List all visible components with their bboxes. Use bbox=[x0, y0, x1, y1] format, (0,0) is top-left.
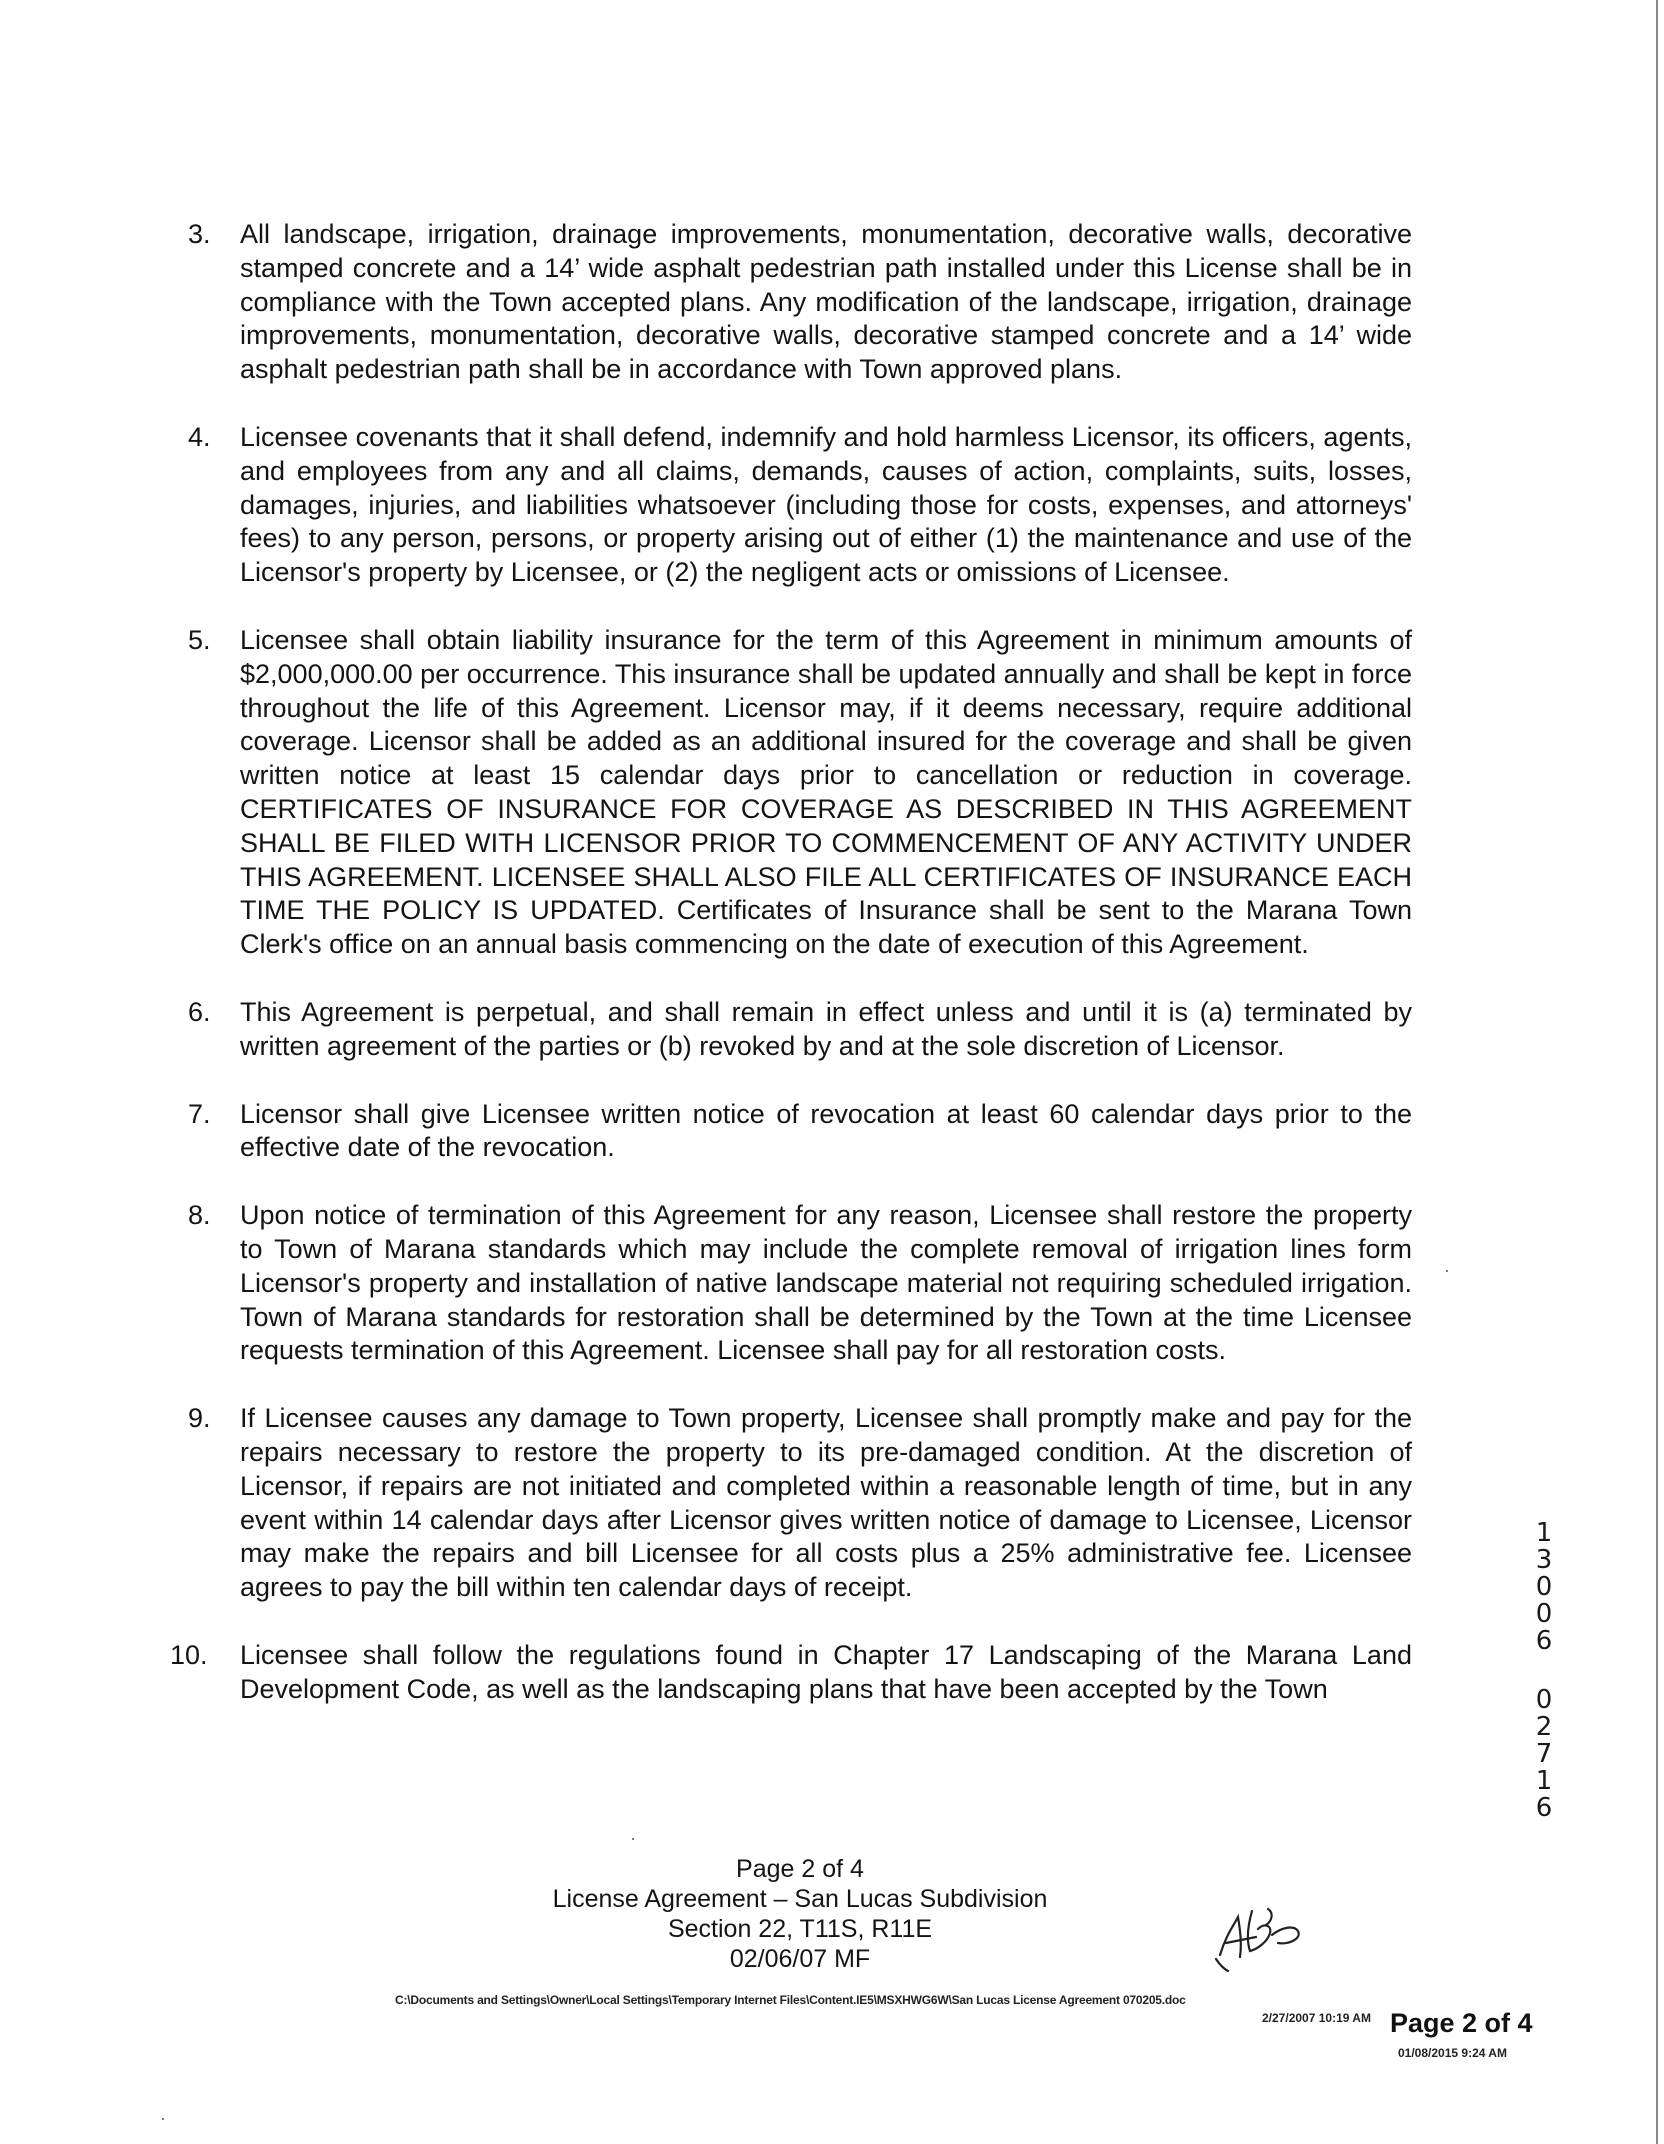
footer-section: Section 22, T11S, R11E bbox=[667, 1915, 933, 1943]
clause-text: Licensor shall give Licensee written notice of revocation at least 60 calendar days prior to the effective date of the revocation. bbox=[240, 1098, 1412, 1163]
footer-title: License Agreement – San Lucas Subdivision bbox=[552, 1885, 1048, 1913]
clause-text: Licensee shall follow the regulations found in Chapter 17 Landscaping of the Marana Land Development Code, as well as the landscaping plans that have been accepted by the Town bbox=[240, 1639, 1412, 1704]
stamp-digit: 0 bbox=[1535, 1685, 1553, 1715]
clause-text: If Licensee causes any damage to Town property, Licensee shall promptly make and pay for the repairs necessary to restore the property to its pre-damaged condition. At the discretion of Licensor, if repairs are not initiated and completed within a reasonable length of time, but in any event within 14 calendar days after Licensor gives written notice of damage to Licensee, Licensor may make the repairs and bill Licensee for all costs plus a 25% administrative fee. Licensee agrees to pay the bill within ten calendar days of receipt. bbox=[240, 1403, 1412, 1603]
clause-number: 5. bbox=[188, 624, 211, 655]
clause-text: Upon notice of termination of this Agreement for any reason, Licensee shall restore the property to Town of Marana standards which may include the complete removal of irrigation lines form Licensor's property and installation of native landscape material not requiring scheduled irrigation. Town of Marana standards for restoration shall be determined by the Town at the time Licensee requests termination of this Agreement. Licensee shall pay for all restoration costs. bbox=[240, 1200, 1412, 1366]
clause-text: This Agreement is perpetual, and shall remain in effect unless and until it is (a) terminated by written agreement of the parties or (b) revoked by and at the sole discretion of Licensor. bbox=[240, 996, 1412, 1061]
clause-4 bbox=[188, 421, 1412, 590]
clause-8 bbox=[188, 1199, 1412, 1368]
clause-number: 7. bbox=[188, 1098, 211, 1129]
handwritten-initials bbox=[1212, 1895, 1312, 1975]
footer-date: 02/06/07 MF bbox=[729, 1945, 871, 1973]
print-timestamp: 2/27/2007 10:19 AM bbox=[1262, 2011, 1371, 2025]
clause-number: 8. bbox=[188, 1200, 211, 1231]
clause-5 bbox=[188, 624, 1412, 962]
page-footer bbox=[500, 1854, 1100, 1974]
stamp-digit: 1 bbox=[1535, 1518, 1553, 1548]
clause-6 bbox=[188, 996, 1412, 1064]
recorder-page-stamp: Page 2 of 4 bbox=[1390, 2008, 1533, 2038]
clause-number: 4. bbox=[188, 421, 211, 452]
scan-speck bbox=[162, 2118, 164, 2120]
stamp-digit: 1 bbox=[1535, 1766, 1553, 1796]
clause-number: 10. bbox=[170, 1639, 208, 1670]
recorder-datetime-stamp: 01/08/2015 9:24 AM bbox=[1398, 2046, 1507, 2060]
stamp-digit: 6 bbox=[1535, 1626, 1553, 1656]
clause-9 bbox=[188, 1402, 1412, 1605]
stamp-digit: 7 bbox=[1535, 1739, 1553, 1769]
document-file-path: C:\Documents and Settings\Owner\Local Settings\Temporary Internet Files\Content.IE5\MSXHWG6W\San Lucas License Agreement 070205.doc bbox=[395, 1993, 1186, 2007]
stamp-digit: 0 bbox=[1535, 1572, 1553, 1602]
page-edge-line bbox=[1656, 0, 1658, 2144]
clause-text: Licensee shall obtain liability insurance for the term of this Agreement in minimum amounts of $2,000,000.00 per occurrence. This insurance shall be updated annually and shall be kept in force throughout the life of this Agreement. Licensor may, if it deems necessary, require additional coverage. Licensor shall be added as an additional insured for the coverage and shall be given written notice at least 15 calendar days prior to cancellation or reduction in coverage. CERTIFICATES OF INSURANCE FOR COVERAGE AS DESCRIBED IN THIS AGREEMENT SHALL BE FILED WITH LICENSOR PRIOR TO COMMENCEMENT OF ANY ACTIVITY UNDER THIS AGREEMENT. LICENSEE SHALL ALSO FILE ALL CERTIFICATES OF INSURANCE EACH TIME THE POLICY IS UPDATED. Certificates of Insurance shall be sent to the Marana Town Clerk's office on an annual basis commencing on the date of execution of this Agreement. bbox=[240, 624, 1412, 960]
clause-10 bbox=[170, 1639, 1412, 1707]
clause-list bbox=[170, 218, 1412, 1740]
clause-3 bbox=[188, 218, 1412, 387]
clause-number: 3. bbox=[188, 219, 211, 249]
stamp-digit: 2 bbox=[1535, 1712, 1553, 1742]
stamp-digit: 0 bbox=[1535, 1599, 1553, 1629]
scan-speck bbox=[1446, 1270, 1448, 1272]
clause-number: 9. bbox=[188, 1403, 211, 1434]
recording-number-stamp bbox=[1530, 1520, 1558, 1822]
clause-number: 6. bbox=[188, 996, 211, 1027]
stamp-digit: 6 bbox=[1535, 1793, 1553, 1823]
clause-text: All landscape, irrigation, drainage improvements, monumentation, decorative walls, decorative stamped concrete and a 14’ wide asphalt pedestrian path installed under this License shall be in compliance with the Town accepted plans. Any modification of the landscape, irrigation, drainage improvements, monumentation, decorative walls, decorative stamped concrete and a 14’ wide asphalt pedestrian path shall be in accordance with Town approved plans. bbox=[240, 219, 1412, 385]
scan-speck bbox=[632, 1838, 634, 1840]
clause-text: Licensee covenants that it shall defend, indemnify and hold harmless Licensor, its officers, agents, and employees from any and all claims, demands, causes of action, complaints, suits, losses, damages, injuries, and liabilities whatsoever (including those for costs, expenses, and attorneys' fees) to any person, persons, or property arising out of either (1) the maintenance and use of the Licensor's property by Licensee, or (2) the negligent acts or omissions of Licensee. bbox=[240, 421, 1412, 588]
stamp-digit: 3 bbox=[1535, 1545, 1553, 1575]
clause-7 bbox=[188, 1098, 1412, 1166]
footer-page-number: Page 2 of 4 bbox=[736, 1855, 864, 1883]
